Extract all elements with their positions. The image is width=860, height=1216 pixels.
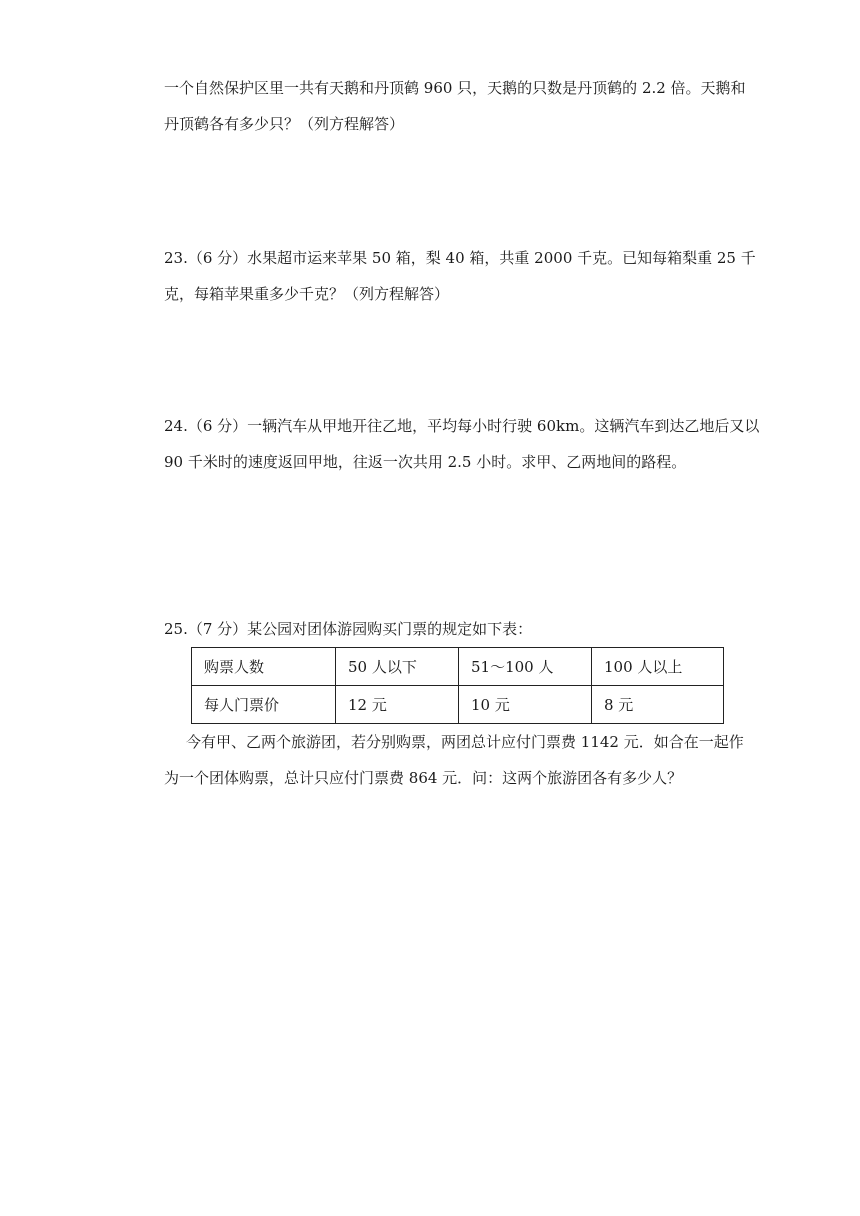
table-cell: 购票人数: [192, 648, 336, 686]
problem-24-line-2: 90 千米时的速度返回甲地，往返一次共用 2.5 小时。求甲、乙两地间的路程。: [164, 453, 687, 471]
table-cell: 100 人以上: [592, 648, 724, 686]
table-cell: 51～100 人: [459, 648, 592, 686]
problem-23-line-2: 克，每箱苹果重多少千克？（列方程解答）: [164, 285, 450, 303]
problem-23-line-1: 23.（6 分）水果超市运来苹果 50 箱，梨 40 箱，共重 2000 千克。已知每箱梨重 25 千: [164, 249, 756, 267]
table-cell: 8 元: [592, 686, 724, 724]
problem-24-line-1: 24.（6 分）一辆汽车从甲地开往乙地，平均每小时行驶 60km。这辆汽车到达乙地后又以: [164, 417, 760, 435]
table-cell: 10 元: [459, 686, 592, 724]
problem-25-line-2: 为一个团体购票，总计只应付门票费 864 元．问：这两个旅游团各有多少人？: [164, 769, 683, 787]
table-cell: 每人门票价: [192, 686, 336, 724]
problem-22-line-2: 丹顶鹤各有多少只？（列方程解答）: [164, 115, 405, 133]
table-row: [192, 648, 724, 686]
problem-25-intro: 25.（7 分）某公园对团体游园购买门票的规定如下表：: [164, 620, 533, 638]
ticket-price-table: [191, 647, 724, 724]
table-row: [192, 686, 724, 724]
problem-25-line-1: 今有甲、乙两个旅游团，若分别购票，两团总计应付门票费 1142 元．如合在一起作: [186, 733, 744, 751]
table-cell: 50 人以下: [336, 648, 459, 686]
table-cell: 12 元: [336, 686, 459, 724]
problem-22-line-1: 一个自然保护区里一共有天鹅和丹顶鹤 960 只，天鹅的只数是丹顶鹤的 2.2 倍。天鹅和: [164, 79, 746, 97]
